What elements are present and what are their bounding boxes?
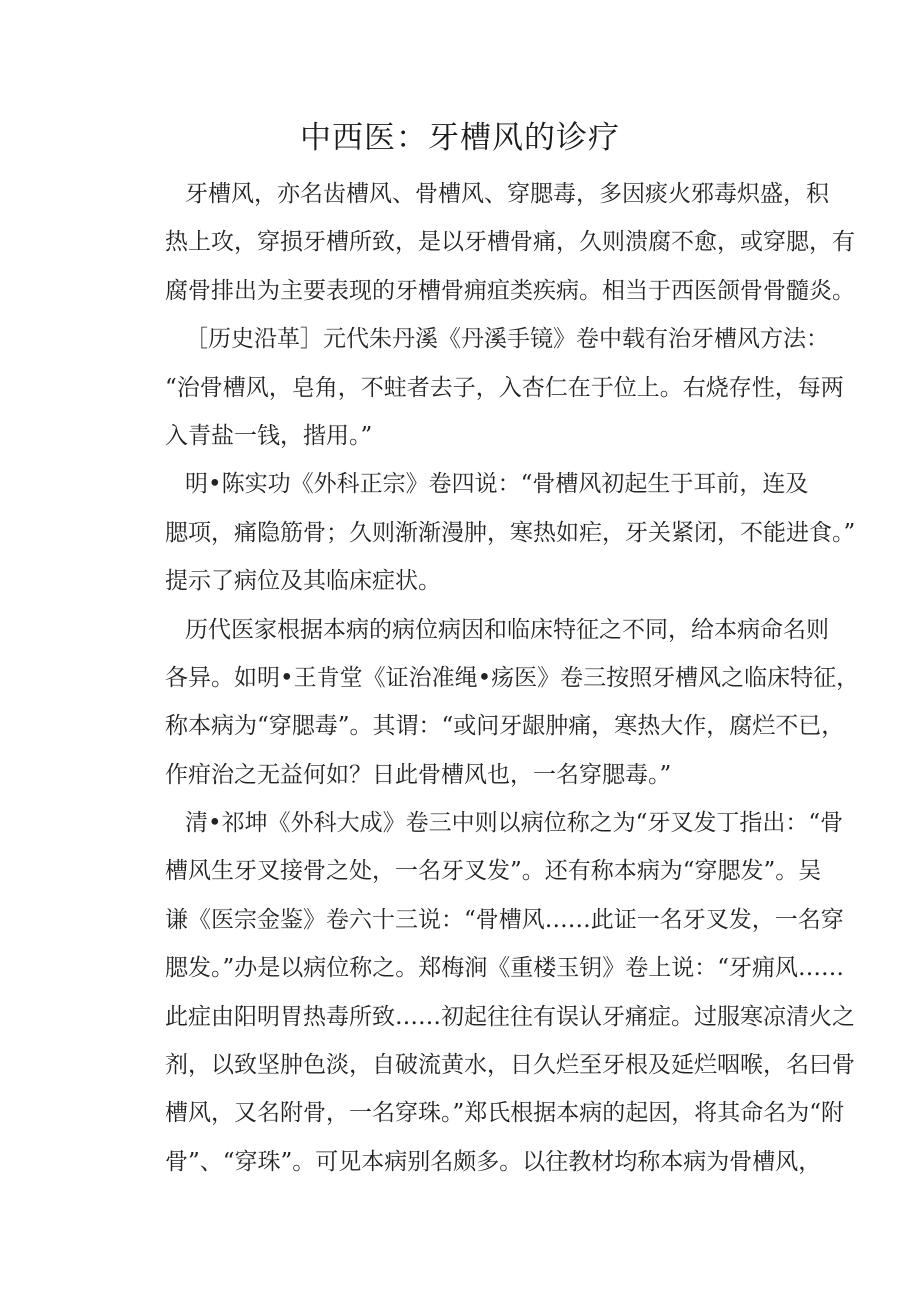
text-line: 谦《医宗金鉴》卷六十三说：“骨槽风……此证一名牙叉发，一名穿 xyxy=(165,906,844,933)
text-line: 牙槽风，亦名齿槽风、骨槽风、穿腮毒，多因痰火邪毒炽盛，积 xyxy=(185,181,829,207)
text-line: 此症由阳明胃热毒所致……初起往往有误认牙痛症。过服寒凉清火之 xyxy=(165,1003,855,1030)
paragraph xyxy=(165,460,856,605)
text-line: 清•祁坤《外科大成》卷三中则以病位称之为“牙叉发丁指出：“骨 xyxy=(185,810,844,837)
paragraph xyxy=(165,170,855,315)
document-body xyxy=(165,170,860,1186)
text-line: 称本病为“穿腮毒”。其谓：“或问牙龈肿痛，寒热大作，腐烂不已， xyxy=(165,713,845,740)
page-title: 中西医：牙槽风的诊疗 xyxy=(300,120,620,156)
text-line: 骨”、“穿珠”。可见本病别名颇多。以往教材均称本病为骨槽风， xyxy=(165,1148,822,1175)
text-line: ［历史沿革］元代朱丹溪《丹溪手镜》卷中载有治牙槽风方法： xyxy=(185,326,829,353)
text-line: 槽风生牙叉接骨之处，一名牙叉发”。还有称本病为“穿腮发”。吴 xyxy=(165,858,822,885)
text-line: 作疳治之无益何如？日此骨槽风也，一名穿腮毒。” xyxy=(165,761,672,788)
text-line: 剂，以致坚肿色淡，自破流黄水，日久烂至牙根及延烂咽喉，名曰骨 xyxy=(165,1052,855,1079)
paragraph xyxy=(165,606,860,800)
text-line: 槽风，又名附骨，一名穿珠。”郑氏根据本病的起因，将其命名为“附 xyxy=(165,1100,845,1127)
paragraph xyxy=(165,315,844,460)
text-line: 腐骨排出为主要表现的牙槽骨痈疽类疾病。相当于西医颌骨骨髓炎。 xyxy=(165,277,855,304)
text-line: 明•陈实功《外科正宗》卷四说：“骨槽风初起生于耳前，连及 xyxy=(185,471,809,498)
text-line: 各异。如明•王肯堂《证治准绳•疡医》卷三按照牙槽风之临床特征， xyxy=(165,664,860,691)
text-line: 入青盐一钱，揩用。” xyxy=(165,422,373,449)
text-line: 热上攻，穿损牙槽所致，是以牙槽骨痛，久则溃腐不愈，或穿腮，有 xyxy=(165,229,855,256)
text-line: “治骨槽风，皂角，不蛀者去子，入杏仁在于位上。右烧存性，每两 xyxy=(165,374,844,401)
text-line: 提示了病位及其临床症状。 xyxy=(165,568,441,595)
paragraph xyxy=(165,799,855,1186)
text-line: 腮发。”办是以病位称之。郑梅涧《重楼玉钥》卷上说：“牙痈风…… xyxy=(165,955,845,982)
text-line: 腮项，痛隐筋骨；久则渐渐漫肿，寒热如疟，牙关紧闭，不能进食。” xyxy=(165,519,856,546)
text-line: 历代医家根据本病的病位病因和临床特征之不同，给本病命名则 xyxy=(185,616,829,643)
